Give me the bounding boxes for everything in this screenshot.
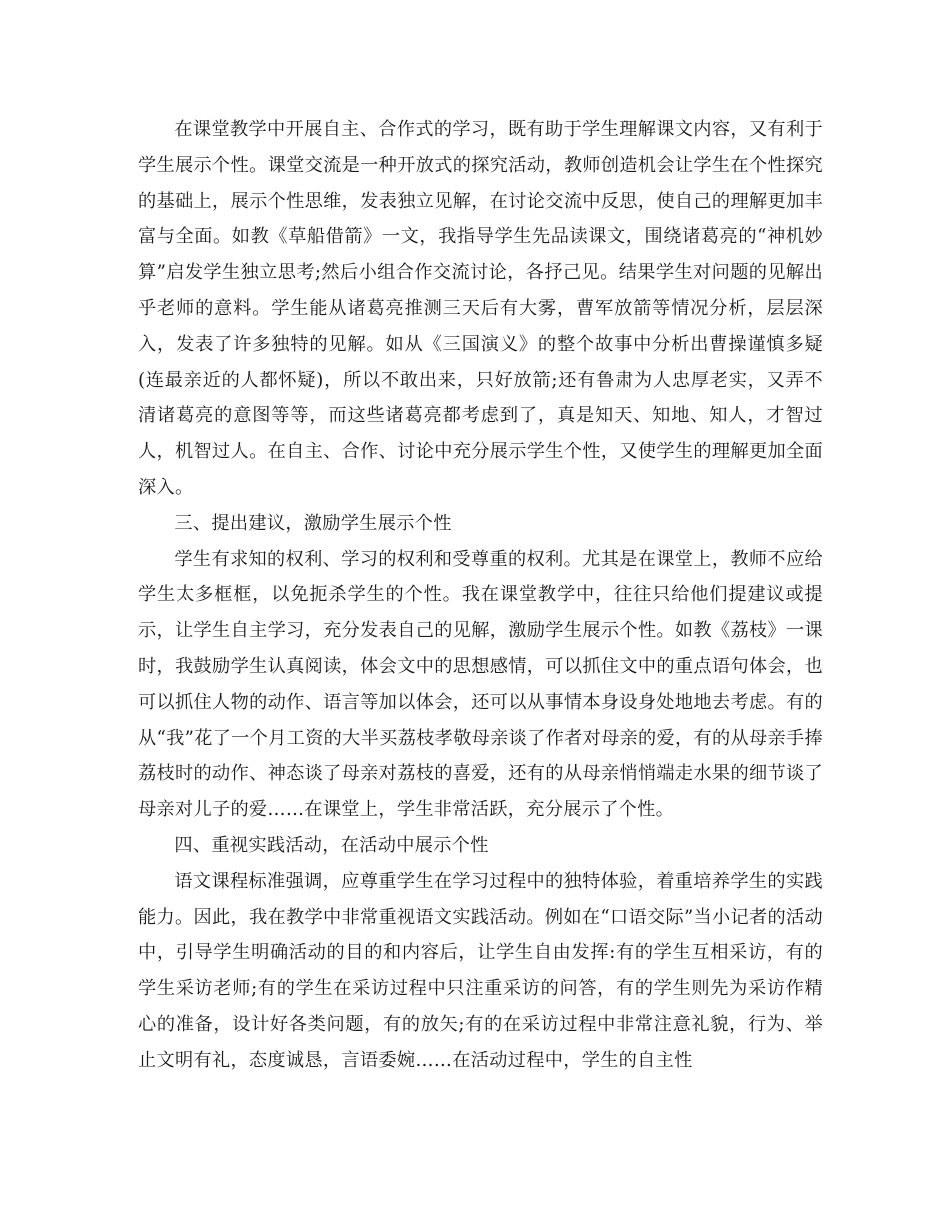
section-heading: 三、提出建议，激励学生展示个性 <box>174 512 452 534</box>
body-paragraph: 在课堂教学中开展自主、合作式的学习，既有助于学生理解课文内容，又有利于学生展示个性。课堂交流是一种开放式的探究活动，教师创造机会让学生在个性探究的基础上，展示个性思维，发表独立见解，在讨论交流中反思，使自己的理解更加丰富与全面。如教《草船借箭》一文，我指导学生先品读课文，围绕诸葛亮的“神机妙算”启发学生独立思考;然后小组合作交流讨论，各抒己见。结果学生对问题的见解出乎老师的意料。学生能从诸葛亮推测三天后有大雾，曹军放箭等情况分析，层层深入，发表了许多独特的见解。如从《三国演义》的整个故事中分析出曹操谨慎多疑(连最亲近的人都怀疑)，所以不敢出来，只好放箭;还有鲁肃为人忠厚老实，又弄不清诸葛亮的意图等等，而这些诸葛亮都考虑到了，真是知天、知地、知人，才智过人，机智过人。在自主、合作、讨论中充分展示学生个性，又使学生的理解更加全面深入。 <box>138 119 823 498</box>
body-paragraph: 语文课程标准强调，应尊重学生在学习过程中的独特体验，着重培养学生的实践能力。因此，我在教学中非常重视语文实践活动。例如在“口语交际”当小记者的活动中，引导学生明确活动的目的和内容后，让学生自由发挥:有的学生互相采访，有的学生采访老师;有的学生在采访过程中只注重采访的问答，有的学生则先为采访作精心的准备，设计好各类问题，有的放矢;有的在采访过程中非常注意礼貌，行为、举止文明有礼，态度诚恳，言语委婉……在活动过程中，学生的自主性 <box>138 870 823 1071</box>
body-paragraph: 学生有求知的权利、学习的权利和受尊重的权利。尤其是在课堂上，教师不应给学生太多框框，以免扼杀学生的个性。我在课堂教学中，往往只给他们提建议或提示，让学生自主学习，充分发表自己的见解，激励学生展示个性。如教《荔枝》一课时，我鼓励学生认真阅读，体会文中的思想感情，可以抓住文中的重点语句体会，也可以抓住人物的动作、语言等加以体会，还可以从事情本身设身处地地去考虑。有的从“我”花了一个月工资的大半买荔枝孝敬母亲谈了作者对母亲的爱，有的从母亲手捧荔枝时的动作、神态谈了母亲对荔枝的喜爱，还有的从母亲悄悄端走水果的细节谈了母亲对儿子的爱……在课堂上，学生非常活跃，充分展示了个性。 <box>138 548 823 821</box>
document-page <box>138 112 823 1079</box>
section-heading: 四、重视实践活动，在活动中展示个性 <box>174 834 489 856</box>
